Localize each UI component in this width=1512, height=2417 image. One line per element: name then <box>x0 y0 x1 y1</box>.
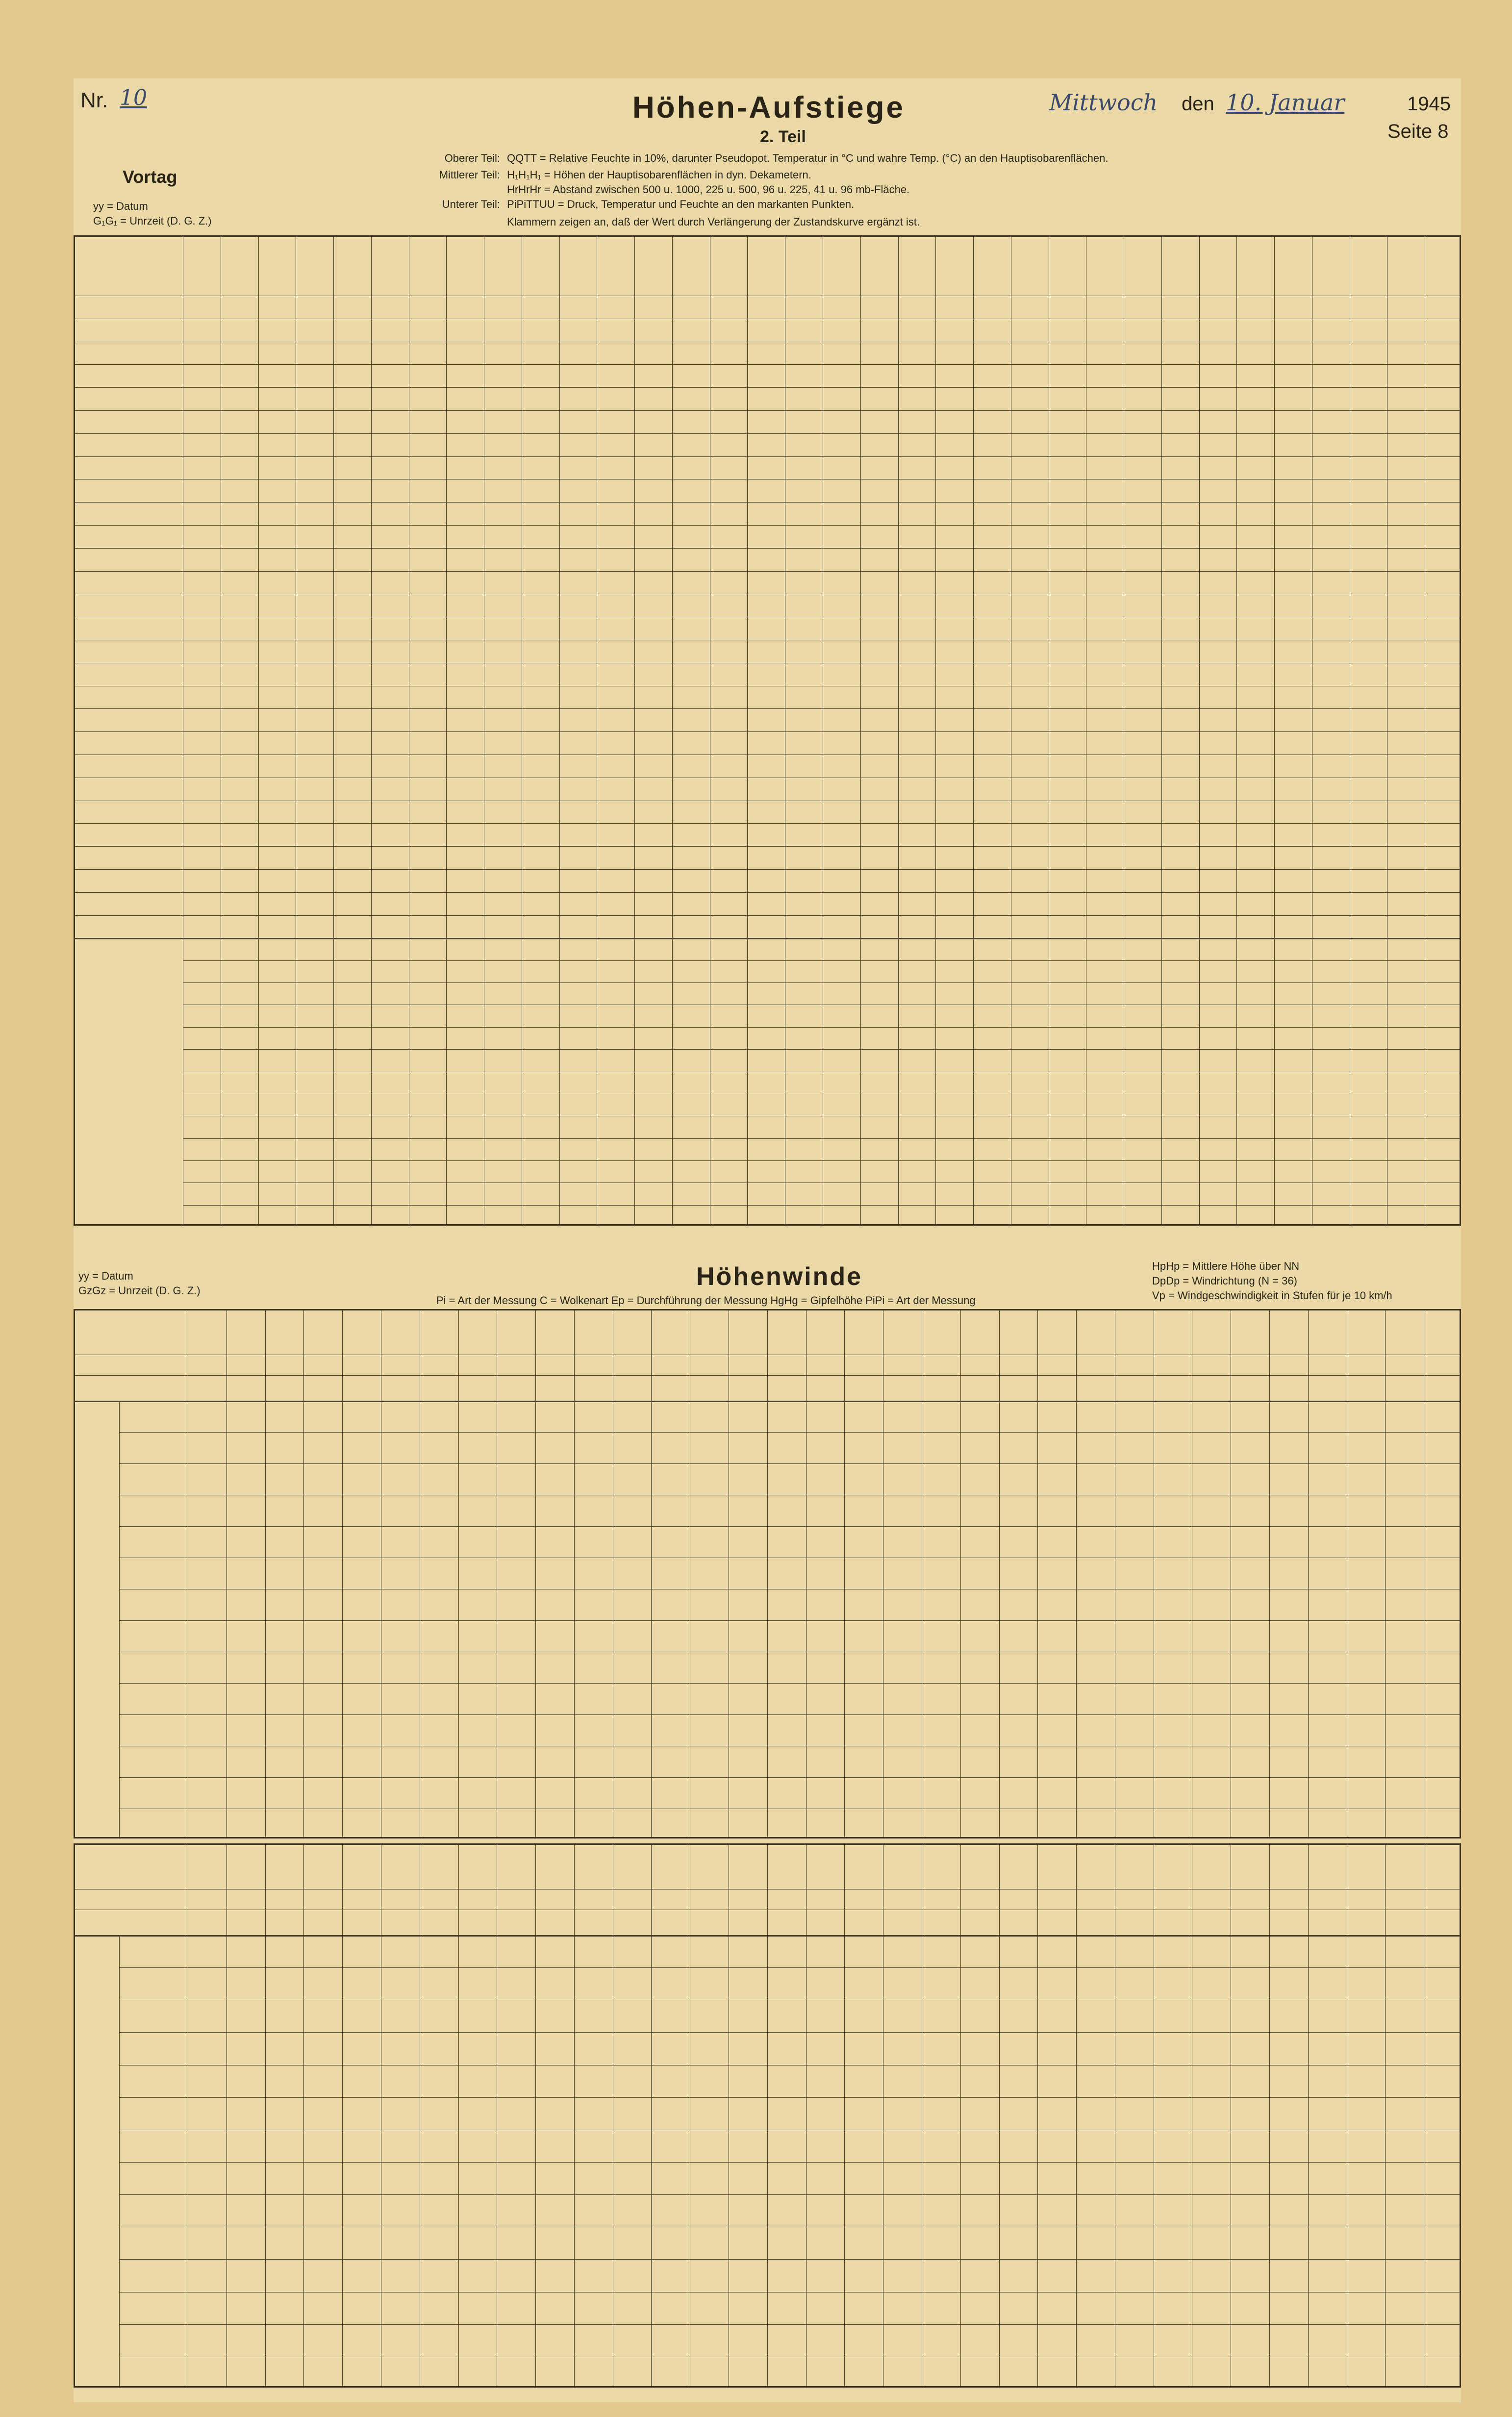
station-header <box>729 1315 767 1351</box>
level-row <box>119 1714 1460 1715</box>
station-header <box>559 247 597 291</box>
station-header <box>522 247 559 291</box>
station-header <box>1424 1315 1462 1351</box>
level-row <box>119 2324 1460 2325</box>
station-header <box>860 247 898 291</box>
winde-legend-uhrzeit: GzGz = Unrzeit (D. G. Z.) <box>78 1284 201 1297</box>
station-header <box>303 1315 342 1351</box>
station-header <box>1387 247 1425 291</box>
station-header <box>1011 247 1049 291</box>
row-divider <box>75 846 1460 847</box>
col-divider <box>303 1845 304 2386</box>
header <box>74 78 1461 235</box>
station-header <box>221 247 258 291</box>
row-divider <box>75 410 1460 411</box>
col-divider <box>844 1845 845 2386</box>
station-header <box>999 1850 1038 1885</box>
legend-oberer: Oberer Teil: QQTT = Relative Feuchte in 10%, darunter Pseudopot. Temperatur in °C und wahre Temp. (°C) an den Hauptisobarenflächen. <box>444 152 1109 164</box>
level-row <box>119 2259 1460 2260</box>
col-divider <box>860 237 861 1224</box>
col-divider <box>960 1845 961 2386</box>
page-number: Seite 8 <box>1387 121 1449 142</box>
station-header <box>1347 1850 1386 1885</box>
col-divider <box>898 237 899 1224</box>
station-header <box>574 1850 613 1885</box>
winde-header <box>74 1255 1461 1309</box>
station-header <box>690 1315 729 1351</box>
station-header <box>1308 1850 1347 1885</box>
station-header <box>767 1315 806 1351</box>
station-header <box>535 1850 574 1885</box>
level-row <box>119 2097 1460 2098</box>
winde-legend-dp: DpDp = Windrichtung (N = 36) <box>1152 1275 1297 1287</box>
station-header <box>1161 247 1199 291</box>
station-header <box>371 247 409 291</box>
station-header <box>183 247 221 291</box>
winde-legend-vp: Vp = Windgeschwindigkeit in Stufen für je 10 km/h <box>1152 1289 1392 1302</box>
col-divider <box>1269 1845 1270 2386</box>
station-header <box>922 1850 960 1885</box>
station-header <box>420 1315 458 1351</box>
level-row <box>119 1526 1460 1527</box>
station-header <box>935 247 973 291</box>
grid-divider <box>75 1401 1460 1402</box>
col-divider <box>1199 237 1200 1224</box>
level-divider <box>119 1401 120 1837</box>
col-divider <box>1274 237 1275 1224</box>
station-header <box>729 1850 767 1885</box>
station-header <box>1269 1850 1308 1885</box>
col-divider <box>634 237 635 1224</box>
station-header <box>342 1850 381 1885</box>
station-header <box>1424 1850 1462 1885</box>
station-header <box>409 247 447 291</box>
col-divider <box>265 1845 266 2386</box>
winde-title: Höhenwinde <box>696 1262 863 1291</box>
grid-divider <box>75 1935 1460 1937</box>
winde-legend-hp: HpHp = Mittlere Höhe über NN <box>1152 1260 1300 1272</box>
station-header <box>597 247 634 291</box>
station-header <box>1274 247 1312 291</box>
station-header <box>613 1850 652 1885</box>
station-header <box>960 1315 999 1351</box>
row-divider <box>75 387 1460 388</box>
col-divider <box>342 1310 343 1837</box>
col-divider <box>458 1310 459 1837</box>
col-divider <box>258 237 259 1224</box>
station-header <box>898 247 936 291</box>
col-divider <box>371 237 372 1224</box>
col-divider <box>535 1310 536 1837</box>
station-header <box>1425 247 1462 291</box>
legend-mittlerer: Mittlerer Teil: H₁H₁H₁ = Höhen der Hauptisobarenflächen in dyn. Dekametern. <box>439 169 811 181</box>
row-divider <box>75 892 1460 893</box>
level-row <box>119 1463 1460 1464</box>
station-header <box>265 1315 304 1351</box>
col-divider <box>1076 1310 1077 1837</box>
station-header <box>806 1315 845 1351</box>
station-header <box>420 1850 458 1885</box>
station-header <box>1037 1850 1076 1885</box>
row-divider <box>75 823 1460 824</box>
level-row <box>119 1967 1460 1968</box>
col-divider <box>1385 1310 1386 1837</box>
station-header <box>672 247 710 291</box>
station-header <box>265 1850 304 1885</box>
col-divider <box>1236 237 1237 1224</box>
station-header <box>1236 247 1274 291</box>
level-row <box>119 1777 1460 1778</box>
legend-unterer: Unterer Teil: PiPiTTUU = Druck, Temperatur und Feuchte an den markanten Punkten. <box>442 198 855 210</box>
station-header <box>844 1315 883 1351</box>
mark-row-divider <box>183 982 1460 983</box>
winde-table-2 <box>74 1843 1461 2388</box>
row-divider <box>75 571 1460 572</box>
col-divider <box>672 237 673 1224</box>
station-header <box>767 1850 806 1885</box>
year: 1945 <box>1407 93 1451 115</box>
col-divider <box>1037 1310 1038 1837</box>
station-header <box>1308 1315 1347 1351</box>
station-header <box>1049 247 1086 291</box>
station-header <box>1385 1850 1424 1885</box>
station-header <box>710 247 748 291</box>
col-divider <box>767 1845 768 2386</box>
station-header <box>690 1850 729 1885</box>
station-header <box>1269 1315 1308 1351</box>
legend-abstand: HrHrHr = Abstand zwischen 500 u. 1000, 225 u. 500, 96 u. 225, 41 u. 96 mb-Fläche. <box>507 183 910 196</box>
level-row <box>119 2032 1460 2033</box>
station-header <box>999 1315 1038 1351</box>
station-header <box>806 1850 845 1885</box>
col-divider <box>960 1310 961 1837</box>
row-divider <box>75 548 1460 549</box>
col-divider <box>535 1845 536 2386</box>
row-divider <box>75 433 1460 434</box>
station-header <box>1154 1315 1192 1351</box>
station-header <box>1312 247 1350 291</box>
level-row <box>119 1683 1460 1684</box>
col-divider <box>574 1845 575 2386</box>
station-header <box>1231 1315 1269 1351</box>
level-divider <box>119 1935 120 2386</box>
col-divider <box>1385 1845 1386 2386</box>
station-header <box>1385 1315 1424 1351</box>
col-divider <box>446 237 447 1224</box>
mark-row-divider <box>183 1027 1460 1028</box>
vortag-label: Vortag <box>123 167 177 187</box>
station-header <box>574 1315 613 1351</box>
row-divider <box>75 502 1460 503</box>
aufstiege-table <box>74 235 1461 1226</box>
row-divider <box>75 708 1460 709</box>
col-divider <box>651 1310 652 1837</box>
col-divider <box>1161 237 1162 1224</box>
station-header <box>960 1850 999 1885</box>
mark-divider <box>75 938 1460 939</box>
station-header <box>381 1850 420 1885</box>
station-header <box>258 247 296 291</box>
legend-datum: yy = Datum <box>93 200 148 212</box>
station-header <box>1192 1850 1231 1885</box>
col-divider <box>1037 1845 1038 2386</box>
col-divider <box>999 1845 1000 2386</box>
station-header <box>1124 247 1161 291</box>
legend-klammern: Klammern zeigen an, daß der Wert durch Verlängerung der Zustandskurve ergänzt ist. <box>507 216 920 228</box>
winde-table-1 <box>74 1309 1461 1838</box>
nr-value: 10 <box>120 85 147 110</box>
mark-row-divider <box>183 1160 1460 1161</box>
station-header <box>844 1850 883 1885</box>
station-header <box>922 1315 960 1351</box>
col-divider <box>333 237 334 1224</box>
station-header <box>458 1850 497 1885</box>
col-divider <box>1269 1310 1270 1837</box>
page-title: Höhen-Aufstiege <box>632 91 905 125</box>
row-divider <box>75 525 1460 526</box>
row-divider <box>75 731 1460 732</box>
station-header <box>1231 1850 1269 1885</box>
level-row <box>119 1432 1460 1433</box>
col-divider <box>1308 1310 1309 1837</box>
col-divider <box>1076 1845 1077 2386</box>
row-divider <box>75 869 1460 870</box>
nr-label: Nr. <box>80 88 108 112</box>
level-row <box>119 2194 1460 2195</box>
col-divider <box>574 1310 575 1837</box>
level-row <box>119 2162 1460 2163</box>
station-header <box>1076 1850 1115 1885</box>
station-header <box>883 1315 922 1351</box>
station-header <box>651 1850 690 1885</box>
station-header <box>1076 1315 1115 1351</box>
station-header <box>333 247 371 291</box>
row-divider <box>75 915 1460 916</box>
station-header <box>651 1315 690 1351</box>
den-label: den <box>1182 93 1214 115</box>
col-divider <box>767 1310 768 1837</box>
row-divider <box>75 456 1460 457</box>
col-divider <box>844 1310 845 1837</box>
station-header <box>1154 1850 1192 1885</box>
mark-row-divider <box>183 1205 1460 1206</box>
station-header <box>188 1315 227 1351</box>
col-divider <box>265 1310 266 1837</box>
station-header <box>381 1315 420 1351</box>
col-divider <box>559 237 560 1224</box>
col-divider <box>747 237 748 1224</box>
col-divider <box>1308 1845 1309 2386</box>
station-header <box>883 1850 922 1885</box>
station-header <box>1350 247 1387 291</box>
station-header <box>188 1850 227 1885</box>
station-header <box>1115 1315 1154 1351</box>
station-header <box>227 1315 265 1351</box>
station-header <box>973 247 1011 291</box>
station-header <box>1347 1315 1386 1351</box>
station-header <box>1199 247 1237 291</box>
mark-row-divider <box>183 1049 1460 1050</box>
station-header <box>1037 1315 1076 1351</box>
col-divider <box>935 237 936 1224</box>
station-header <box>535 1315 574 1351</box>
col-divider <box>342 1845 343 2386</box>
station-header <box>823 247 860 291</box>
station-header <box>785 247 823 291</box>
station-header <box>634 247 672 291</box>
mark-row-divider <box>183 960 1460 961</box>
station-header <box>296 247 333 291</box>
station-header <box>1115 1850 1154 1885</box>
mark-row-divider <box>183 1138 1460 1139</box>
col-divider <box>973 237 974 1224</box>
row-divider <box>75 364 1460 365</box>
date-value: 10. Januar <box>1226 89 1345 116</box>
winde-legend-mid: Pi = Art der Messung C = Wolkenart Ep = Durchführung der Messung HgHg = Gipfelhöhe PiPi = Art der Messung <box>436 1294 976 1307</box>
station-header <box>458 1315 497 1351</box>
station-header <box>497 1315 535 1351</box>
station-header <box>303 1850 342 1885</box>
station-header <box>497 1850 535 1885</box>
legend-uhrzeit: G₁G₁ = Unrzeit (D. G. Z.) <box>93 215 212 227</box>
station-header <box>613 1315 652 1351</box>
station-header <box>446 247 484 291</box>
station-header <box>484 247 522 291</box>
station-header <box>1192 1315 1231 1351</box>
station-header <box>747 247 785 291</box>
winde-legend-datum: yy = Datum <box>78 1270 133 1282</box>
page-subtitle: 2. Teil <box>760 127 806 146</box>
col-divider <box>458 1845 459 2386</box>
sub-divider <box>75 1375 1460 1376</box>
station-header <box>342 1315 381 1351</box>
station-header <box>1086 247 1124 291</box>
col-divider <box>999 1310 1000 1837</box>
col-divider <box>651 1845 652 2386</box>
station-header <box>227 1850 265 1885</box>
weekday: Mittwoch <box>1049 89 1158 116</box>
level-row <box>119 1620 1460 1621</box>
col-divider <box>303 1310 304 1837</box>
